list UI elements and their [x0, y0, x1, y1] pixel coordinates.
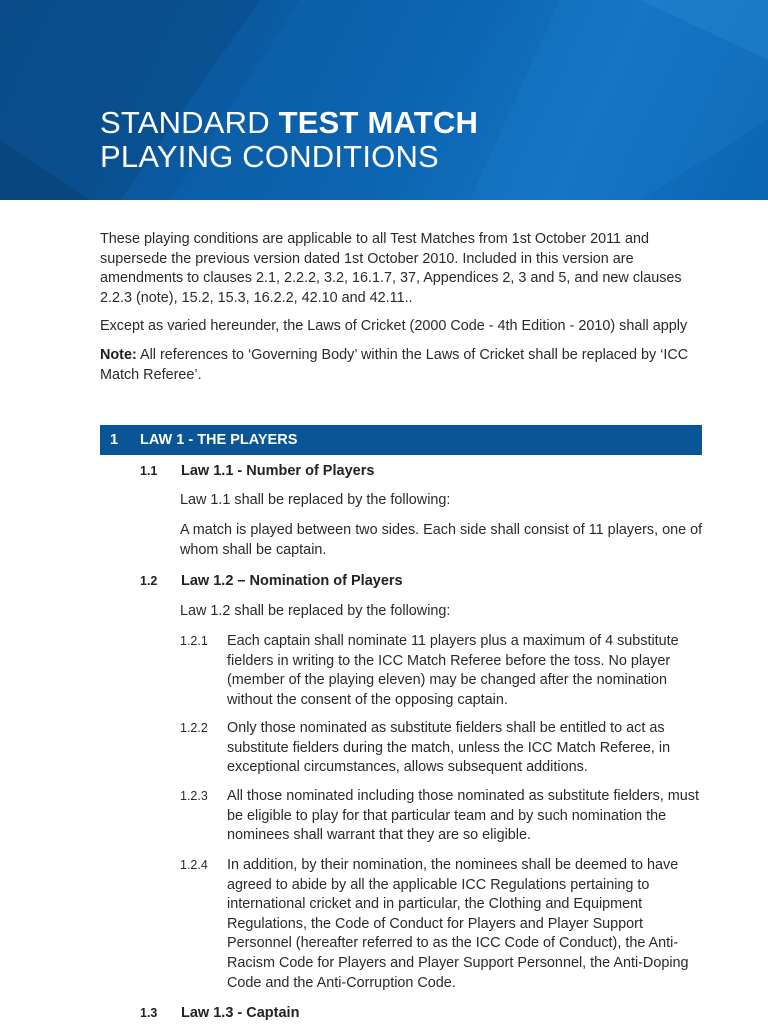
section-title: LAW 1 - THE PLAYERS	[140, 432, 298, 448]
title-line2: PLAYING CONDITIONS	[100, 139, 439, 174]
subsection-number: 1.3	[140, 1006, 158, 1020]
note-text: All references to ‘Governing Body’ within the Laws of Cricket shall be replaced by ‘ICC Match Referee’.	[100, 346, 689, 383]
intro-section	[100, 230, 705, 394]
subsection-number: 1.2	[140, 574, 158, 588]
clause-1-2-4	[180, 856, 710, 993]
document-title	[100, 106, 478, 174]
clause-1-2-1	[180, 632, 710, 710]
subsection-title: Law 1.3 - Captain	[181, 1005, 300, 1021]
clause-1-2-2	[180, 719, 710, 778]
clause-number: 1.2.1	[180, 634, 208, 648]
title-bold: TEST MATCH	[278, 105, 479, 140]
clause-text: In addition, by their nomination, the nominees shall be deemed to have agreed to abide by all the applicable ICC Regulations pertaining to international cricket and in particular, the Clothing and Equipment Regulations, the Code of Conduct for Players and Player Support Personnel (hereafter referred to as the ICC Code of Conduct), the Anti-Racism Code for Players and Player Support Personnel, the Anti-Doping Code and the Anti-Corruption Code.	[227, 857, 689, 991]
note-label: Note:	[100, 346, 137, 363]
title-prefix: STANDARD	[100, 105, 270, 140]
intro-paragraph-2: Except as varied hereunder, the Laws of Cricket (2000 Code - 4th Edition - 2010) shall apply	[100, 318, 688, 335]
section-number: 1	[110, 432, 119, 448]
s1-1-line1: Law 1.1 shall be replaced by the following:	[180, 492, 451, 508]
s1-2-line1: Law 1.2 shall be replaced by the following:	[180, 603, 451, 619]
header-banner	[0, 0, 768, 200]
clause-number: 1.2.3	[180, 789, 208, 803]
subsection-number: 1.1	[140, 464, 158, 478]
section-heading	[100, 425, 702, 455]
subsection-heading-1-2	[140, 572, 403, 591]
intro-paragraph-1: These playing conditions are applicable to all Test Matches from 1st October 2011 and supersede the previous version dated 1st October 2010. Included in this version are amendments to clauses 2.1, 2.2.2, 3.2, 16.1.7, 37, Appendices 2, 3 and 5, and new clauses 2.2.3 (note), 15.2, 15.3, 16.2.2, 42.10 and 42.11..	[100, 231, 682, 306]
subsection-heading-1-3	[140, 1004, 299, 1023]
subsection-title: Law 1.1 - Number of Players	[181, 463, 375, 479]
intro-note	[100, 346, 705, 385]
clause-1-2-3	[180, 787, 710, 846]
clause-text: All those nominated including those nominated as substitute fielders, must be eligible to play for that particular team and by such nomination the nominees shall warrant that they are so eligible.	[227, 788, 699, 844]
clause-number: 1.2.2	[180, 721, 208, 735]
clause-number: 1.2.4	[180, 858, 208, 872]
subsection-heading-1-1	[140, 462, 374, 481]
clause-text: Only those nominated as substitute fielders shall be entitled to act as substitute fielders during the match, unless the ICC Match Referee, in exceptional circumstances, allows subsequent additions.	[227, 720, 671, 776]
clause-text: Each captain shall nominate 11 players plus a maximum of 4 substitute fielders in writing to the ICC Match Referee before the toss. No player (member of the playing eleven) may be changed after the nomination without the consent of the opposing captain.	[227, 633, 679, 708]
s1-1-line2: A match is played between two sides. Each side shall consist of 11 players, one of whom shall be captain.	[180, 522, 703, 558]
subsection-title: Law 1.2 – Nomination of Players	[181, 573, 403, 589]
